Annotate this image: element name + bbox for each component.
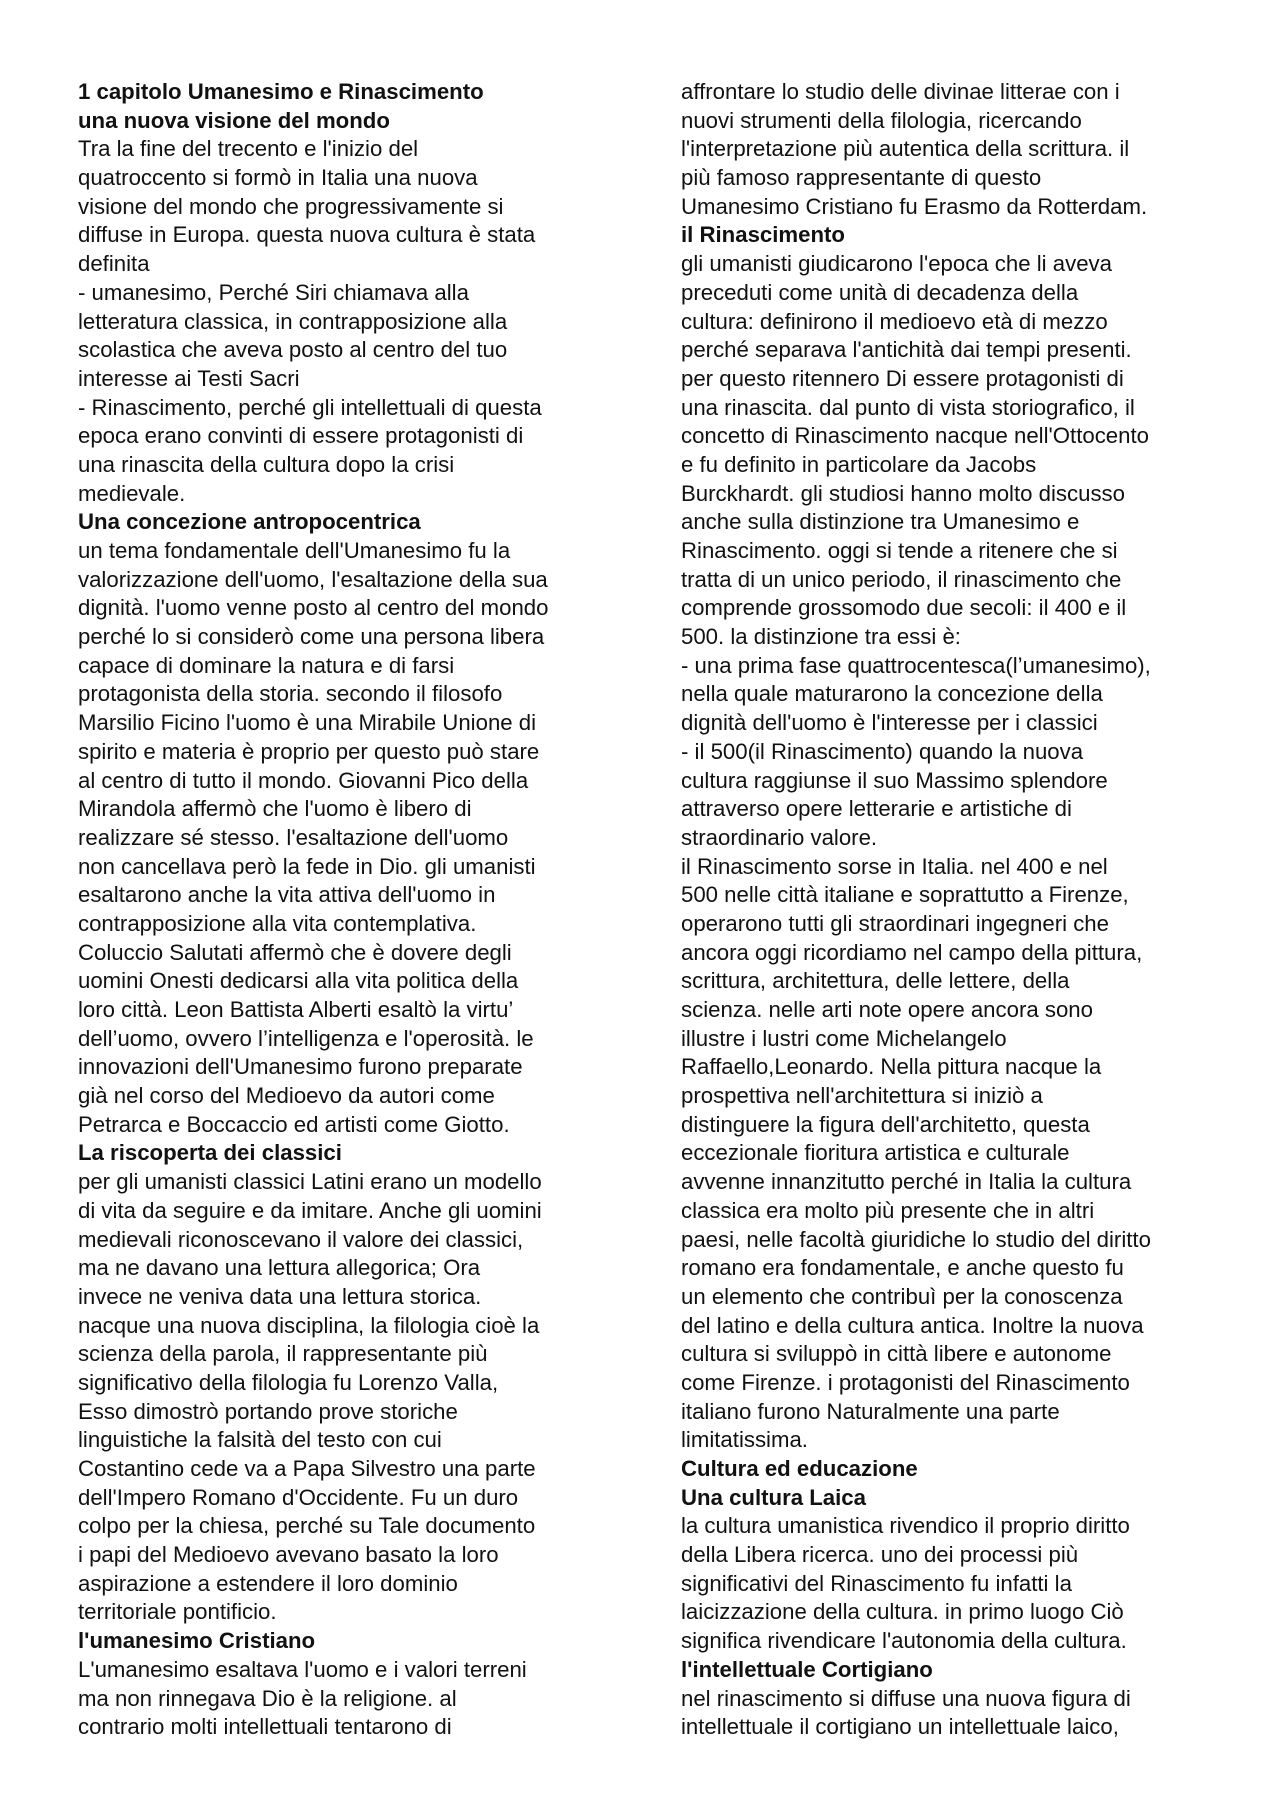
text-line: innovazioni dell'Umanesimo furono preparate [78,1054,523,1080]
text-line: aspirazione a estendere il loro dominio [78,1570,458,1596]
text-line: al centro di tutto il mondo. Giovanni Pico della [78,767,529,793]
text-line: Burckhardt. gli studiosi hanno molto discusso [681,480,1125,506]
text-line: ma non rinnegava Dio è la religione. al [78,1685,457,1711]
text-line: scienza della parola, il rappresentante più [78,1341,488,1367]
text-line: L'umanesimo esaltava l'uomo e i valori terreni [78,1656,527,1682]
text-line: un elemento che contribuì per la conoscenza [681,1283,1123,1309]
text-line: spirito e materia è proprio per questo può stare [78,738,540,764]
text-line: distinguere la figura dell'architetto, questa [681,1111,1090,1137]
text-line: perché lo si considerò come una persona libera [78,624,545,650]
text-line: dell'Impero Romano d'Occidente. Fu un duro [78,1484,519,1510]
text-line: una rinascita. dal punto di vista storiografico, il [681,394,1135,420]
text-line: classica era molto più presente che in altri [681,1197,1095,1223]
text-line: tratta di un unico periodo, il rinascimento che [681,566,1122,592]
text-line: comprende grossomodo due secoli: il 400 e il [681,595,1127,621]
text-line: romano era fondamentale, e anche questo fu [681,1255,1124,1281]
text-line: medievale. [78,480,186,506]
text-line: capace di dominare la natura e di farsi [78,652,455,678]
text-line: e fu definito in particolare da Jacobs [681,451,1037,477]
text-line: straordinario valore. [681,824,878,850]
text-line: Petrarca e Boccaccio ed artisti come Giotto. [78,1111,510,1137]
text-line: ancora oggi ricordiamo nel campo della pittura, [681,939,1143,965]
text-line: dignità. l'uomo venne posto al centro del mondo [78,595,549,621]
text-line: interesse ai Testi Sacri [78,365,300,391]
text-line: contrapposizione alla vita contemplativa. [78,910,477,936]
section-heading: l'umanesimo Cristiano [78,1628,316,1654]
text-line: territoriale pontificio. [78,1599,277,1625]
text-line: laicizzazione della cultura. in primo luogo Ciò [681,1599,1124,1625]
text-line: 500. la distinzione tra essi è: [681,624,961,650]
text-line: Costantino cede va a Papa Silvestro una parte [78,1456,536,1481]
text-line: preceduti come unità di decadenza della [681,279,1079,305]
text-line: più famoso rappresentante di questo [681,165,1042,191]
right-column [681,78,1226,1742]
text-line: nel rinascimento si diffuse una nuova figura di [681,1685,1131,1711]
text-line: Coluccio Salutati affermò che è dovere degli [78,939,512,965]
text-line: linguistiche la falsità del testo con cui [78,1427,442,1453]
text-line: italiano furono Naturalmente una parte [681,1398,1060,1424]
text-line: Mirandola affermò che l'uomo è libero di [78,796,472,822]
text-line: 500 nelle città italiane e soprattutto a Firenze, [681,882,1129,908]
text-line: intellettuale il cortigiano un intellettuale laico, [681,1714,1119,1740]
text-line: definita [78,251,150,277]
text-line: - umanesimo, Perché Siri chiamava alla [78,279,469,305]
text-line: per questo ritennero Di essere protagonisti di [681,365,1124,391]
text-line: la cultura umanistica rivendico il proprio diritto [681,1513,1130,1539]
text-line: eccezionale fioritura artistica e culturale [681,1140,1070,1166]
text-line: quatroccento si formò in Italia una nuova [78,165,478,191]
text-line: esaltarono anche la vita attiva dell'uomo in [78,882,496,908]
text-line: un tema fondamentale dell'Umanesimo fu la [78,538,511,563]
text-line: ma ne davano una lettura allegorica; Ora [78,1255,481,1281]
text-line: - una prima fase quattrocentesca(l’umanesimo), [681,652,1151,678]
section-heading: Una cultura Laica [681,1484,866,1510]
text-line: Marsilio Ficino l'uomo è una Mirabile Unione di [78,710,537,736]
text-line: come Firenze. i protagonisti del Rinascimento [681,1369,1130,1395]
text-line: nacque una nuova disciplina, la filologia cioè la [78,1312,540,1338]
text-line: uomini Onesti dedicarsi alla vita politica della [78,968,519,994]
text-line: scienza. nelle arti note opere ancora sono [681,997,1093,1022]
text-line: dell’uomo, ovvero l’intelligenza e l'operosità. le [78,1025,534,1051]
text-line: cultura: definirono il medioevo età di mezzo [681,308,1108,334]
text-line: operarono tutti gli straordinari ingegneri che [681,910,1109,936]
text-line: del latino e della cultura antica. Inoltre la nuova [681,1312,1144,1338]
text-line: Rinascimento. oggi si tende a ritenere che si [681,538,1118,563]
text-line: l'interpretazione più autentica della scrittura. il [681,136,1130,162]
text-line: scolastica che aveva posto al centro del tuo [78,337,508,363]
text-line: affrontare lo studio delle divinae litterae con i [681,79,1120,104]
text-line: Umanesimo Cristiano fu Erasmo da Rotterdam. [681,193,1148,219]
text-line: cultura si sviluppò in città libere e autonome [681,1341,1112,1367]
text-line: Raffaello,Leonardo. Nella pittura nacque la [681,1054,1102,1080]
text-line: epoca erano convinti di essere protagonisti di [78,423,524,449]
text-line: scrittura, architettura, delle lettere, della [681,968,1070,994]
text-line: realizzare sé stesso. l'esaltazione dell'uomo [78,824,509,850]
section-heading: Una concezione antropocentrica [78,509,421,535]
text-line: valorizzazione dell'uomo, l'esaltazione della sua [78,566,548,592]
text-line: letteratura classica, in contrapposizione alla [78,308,508,334]
text-line: della Libera ricerca. uno dei processi più [681,1542,1079,1568]
section-heading: La riscoperta dei classici [78,1140,342,1166]
text-line: avvenne innanzitutto perché in Italia la cultura [681,1169,1132,1195]
text-line: di vita da seguire e da imitare. Anche gli uomini [78,1197,542,1223]
text-line: significa rivendicare l'autonomia della cultura. [681,1628,1127,1654]
text-line: una rinascita della cultura dopo la crisi [78,451,455,477]
text-line: diffuse in Europa. questa nuova cultura è stata [78,222,536,248]
text-line: contrario molti intellettuali tentarono di [78,1714,452,1740]
text-line: colpo per la chiesa, perché su Tale documento [78,1513,536,1539]
text-line: invece ne veniva data una lettura storica. [78,1283,482,1309]
text-line: significativo della filologia fu Lorenzo Valla, [78,1369,499,1395]
text-line: per gli umanisti classici Latini erano un modello [78,1169,542,1195]
section-heading: una nuova visione del mondo [78,107,390,133]
text-line: paesi, nelle facoltà giuridiche lo studio del diritto [681,1226,1151,1252]
text-line: già nel corso del Medioevo da autori come [78,1083,495,1109]
text-line: non cancellava però la fede in Dio. gli umanisti [78,853,536,879]
section-heading: il Rinascimento [681,222,845,248]
text-line: cultura raggiunse il suo Massimo splendore [681,767,1108,793]
text-line: - Rinascimento, perché gli intellettuali di questa [78,394,542,420]
text-line: protagonista della storia. secondo il filosofo [78,681,503,707]
text-line: - il 500(il Rinascimento) quando la nuova [681,738,1084,764]
text-line: illustre i lustri come Michelangelo [681,1025,1007,1051]
left-column [78,78,618,1742]
text-line: anche sulla distinzione tra Umanesimo e [681,509,1080,535]
text-line: nuovi strumenti della filologia, ricercando [681,107,1082,133]
section-heading: 1 capitolo Umanesimo e Rinascimento [78,79,484,104]
text-line: gli umanisti giudicarono l'epoca che li aveva [681,251,1112,277]
text-line: Tra la fine del trecento e l'inizio del [78,136,419,162]
section-heading: l'intellettuale Cortigiano [681,1656,933,1682]
section-heading: Cultura ed educazione [681,1456,918,1481]
text-line: concetto di Rinascimento nacque nell'Ottocento [681,423,1149,449]
text-line: dignità dell'uomo è l'interesse per i classici [681,710,1098,736]
text-line: nella quale maturarono la concezione della [681,681,1103,707]
text-line: perché separava l'antichità dai tempi presenti. [681,337,1132,363]
text-line: loro città. Leon Battista Alberti esaltò la virtu’ [78,997,514,1022]
text-line: i papi del Medioevo avevano basato la loro [78,1542,499,1568]
text-line: significativi del Rinascimento fu infatti la [681,1570,1072,1596]
text-line: limitatissima. [681,1427,808,1453]
text-line: attraverso opere letterarie e artistiche di [681,796,1072,822]
text-line: visione del mondo che progressivamente si [78,193,504,219]
text-line: medievali riconoscevano il valore dei classici, [78,1226,524,1252]
text-line: prospettiva nell'architettura si iniziò a [681,1083,1043,1109]
text-line: il Rinascimento sorse in Italia. nel 400 e nel [681,853,1108,879]
text-line: Esso dimostrò portando prove storiche [78,1398,458,1424]
